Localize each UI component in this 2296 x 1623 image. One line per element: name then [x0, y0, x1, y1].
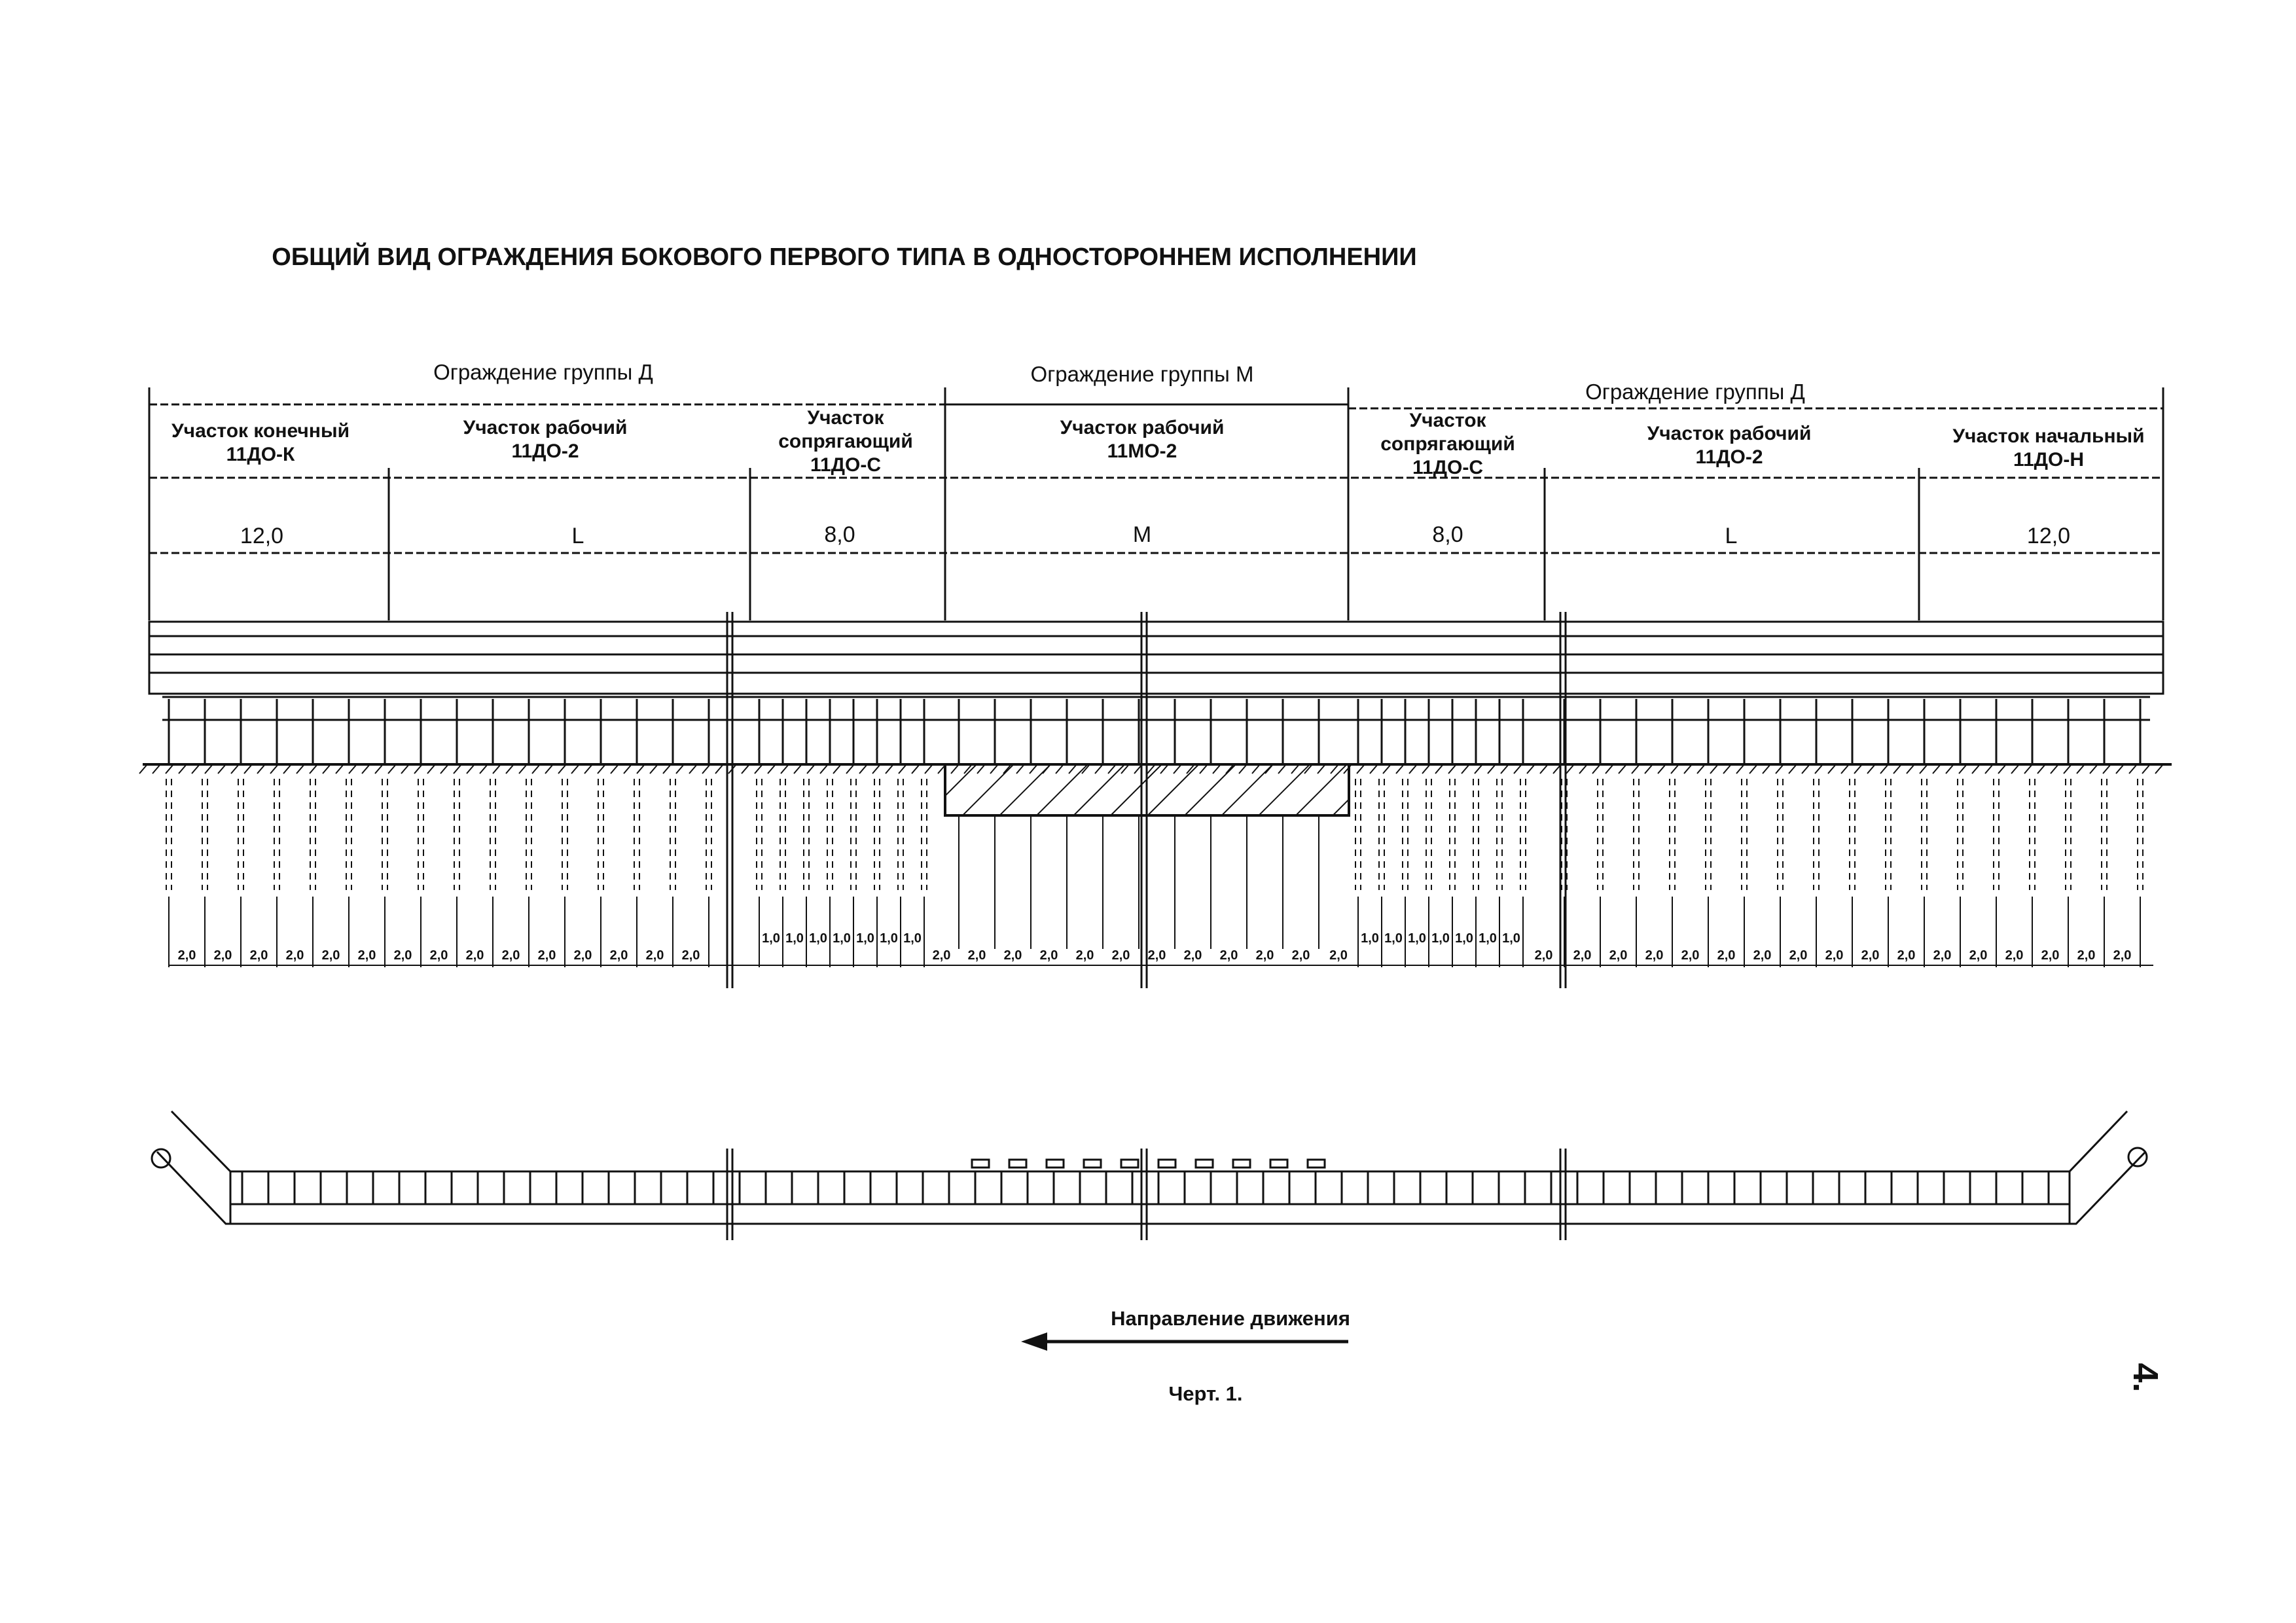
spacing-label: 2,0 [609, 948, 628, 963]
page-number: 4. [2126, 1363, 2165, 1393]
ground-tick [1723, 764, 1731, 774]
ground-tick [1514, 764, 1522, 774]
ground-tick [1972, 764, 1980, 774]
ground-tick [493, 764, 501, 774]
section-3-length: 8,0 [824, 522, 855, 547]
ground-tick [637, 764, 645, 774]
spacing-label: 2,0 [249, 948, 268, 963]
ground-tick [2090, 764, 2098, 774]
plan-block [1270, 1160, 1287, 1168]
ground-tick [1710, 764, 1718, 774]
ground-tick [794, 764, 802, 774]
ground-tick [231, 764, 239, 774]
plan-anchor-right [2128, 1148, 2147, 1166]
spacing-label: 2,0 [573, 948, 592, 963]
hatched-zone [945, 764, 1349, 815]
ground-tick [1357, 764, 1365, 774]
ground-tick [1998, 764, 2006, 774]
ground-tick [1736, 764, 1744, 774]
ground-tick [1422, 764, 1430, 774]
spacing-label: 1,0 [1502, 931, 1520, 946]
ground-tick [1697, 764, 1705, 774]
plan-block [1009, 1160, 1026, 1168]
ground-tick [414, 764, 422, 774]
ground-tick [1475, 764, 1482, 774]
spacing-label: 2,0 [2077, 948, 2096, 963]
ground-tick [2155, 764, 2163, 774]
ground-tick [571, 764, 579, 774]
ground-tick [611, 764, 619, 774]
ground-tick [270, 764, 278, 774]
spacing-label: 1,0 [785, 931, 804, 946]
section-4-code: 11МО-2 [1107, 440, 1177, 462]
spacing-label: 2,0 [1573, 948, 1592, 963]
ground-tick [2116, 764, 2124, 774]
ground-tick [349, 764, 357, 774]
spacing-label: 2,0 [285, 948, 304, 963]
ground-tick [1985, 764, 1993, 774]
ground-tick [152, 764, 160, 774]
ground-tick [584, 764, 592, 774]
ground-tick [1907, 764, 1914, 774]
spacing-label: 2,0 [1789, 948, 1808, 963]
ground-tick [2103, 764, 2111, 774]
ground-tick [192, 764, 200, 774]
plan-block [1233, 1160, 1250, 1168]
section-5-name-line2: сопрягающий [1380, 433, 1515, 455]
ground-tick [755, 764, 762, 774]
spacing-label: 1,0 [833, 931, 851, 946]
ground-tick [1527, 764, 1535, 774]
figure-caption: Черт. 1. [1168, 1382, 1243, 1405]
ground-tick [519, 764, 527, 774]
spacing-label: 2,0 [537, 948, 556, 963]
spacing-label: 2,0 [1183, 948, 1202, 963]
ground-tick [467, 764, 475, 774]
ground-tick [1867, 764, 1875, 774]
spacing-label: 2,0 [967, 948, 986, 963]
spacing-label: 2,0 [932, 948, 951, 963]
section-2-length: L [571, 524, 584, 548]
ground-tick [2064, 764, 2072, 774]
section-7-name: Участок начальный [1952, 425, 2145, 447]
plan-block [972, 1160, 989, 1168]
plan-block [1084, 1160, 1101, 1168]
ground-tick [624, 764, 632, 774]
spacing-label: 2,0 [1534, 948, 1553, 963]
spacing-label: 2,0 [213, 948, 232, 963]
spacing-label: 2,0 [1753, 948, 1772, 963]
ground-tick [2142, 764, 2150, 774]
ground-tick [1645, 764, 1653, 774]
section-1-name: Участок конечный [171, 420, 350, 442]
spacing-label: 2,0 [1861, 948, 1880, 963]
ground-tick [480, 764, 488, 774]
section-2-code: 11ДО-2 [511, 440, 579, 462]
ground-tick [218, 764, 226, 774]
ground-tick [1488, 764, 1496, 774]
ground-tick [440, 764, 448, 774]
spacing-label: 2,0 [465, 948, 484, 963]
section-4-length: M [1132, 522, 1152, 547]
spacing-label: 1,0 [1455, 931, 1473, 946]
ground-tick [506, 764, 514, 774]
ground-tick [2077, 764, 2085, 774]
spacing-label: 2,0 [1897, 948, 1916, 963]
ground-tick [375, 764, 383, 774]
spacing-label: 2,0 [1609, 948, 1628, 963]
ground-tick [1435, 764, 1443, 774]
ground-tick [1880, 764, 1888, 774]
ground-tick [2011, 764, 2019, 774]
ground-tick [1566, 764, 1574, 774]
ground-tick [912, 764, 920, 774]
spacing-label: 2,0 [645, 948, 664, 963]
ground-tick [2051, 764, 2058, 774]
spacing-label: 2,0 [1329, 948, 1348, 963]
spacing-label: 1,0 [1384, 931, 1403, 946]
section-5-code: 11ДО-С [1412, 457, 1484, 478]
spacing-label: 2,0 [393, 948, 412, 963]
ground-tick [689, 764, 697, 774]
spacing-label: 2,0 [1039, 948, 1058, 963]
ground-tick [1893, 764, 1901, 774]
ground-tick [598, 764, 605, 774]
ground-tick [323, 764, 331, 774]
ground-tick [1501, 764, 1509, 774]
ground-tick [742, 764, 749, 774]
ground-tick [1749, 764, 1757, 774]
ground-tick [257, 764, 265, 774]
ground-tick [859, 764, 867, 774]
ground-tick [401, 764, 409, 774]
spacing-label: 2,0 [501, 948, 520, 963]
spacing-label: 2,0 [2005, 948, 2024, 963]
section-6-code: 11ДО-2 [1695, 446, 1763, 468]
ground-tick [296, 764, 304, 774]
plan-block [1158, 1160, 1175, 1168]
section-5-name-line1: Участок [1409, 410, 1486, 431]
spacing-label: 1,0 [856, 931, 874, 946]
section-6-length: L [1725, 524, 1738, 548]
spacing-label: 2,0 [1219, 948, 1238, 963]
ground-tick [1815, 764, 1823, 774]
spacing-label: 2,0 [1255, 948, 1274, 963]
ground-tick [702, 764, 710, 774]
plan-bottom-edge [157, 1152, 2145, 1224]
ground-tick [715, 764, 723, 774]
rail-plan-view [152, 1111, 2147, 1240]
ground-tick [1959, 764, 1967, 774]
spacing-label: 1,0 [903, 931, 922, 946]
spacing-label: 2,0 [1075, 948, 1094, 963]
ground-tick [925, 764, 933, 774]
group-label-d-left: Ограждение группы Д [433, 360, 653, 384]
spacing-label: 2,0 [1111, 948, 1130, 963]
spacing-label: 1,0 [1361, 931, 1379, 946]
direction-label: Направление движения [1111, 1307, 1350, 1330]
ground-tick [1933, 764, 1941, 774]
ground-tick [781, 764, 789, 774]
section-3-name-line1: Участок [807, 407, 884, 429]
ground-tick [663, 764, 671, 774]
ground-tick [1619, 764, 1626, 774]
ground-tick [872, 764, 880, 774]
ground-tick [1409, 764, 1417, 774]
ground-tick [454, 764, 461, 774]
ground-tick [1671, 764, 1679, 774]
ground-tick [1828, 764, 1836, 774]
plan-block [1196, 1160, 1213, 1168]
ground-tick [427, 764, 435, 774]
section-6-name: Участок рабочий [1647, 423, 1812, 444]
ground-tick [336, 764, 344, 774]
ground-tick [139, 764, 147, 774]
section-3-name-line2: сопрягающий [778, 431, 913, 452]
ground-tick [1789, 764, 1797, 774]
ground-tick [820, 764, 828, 774]
ground-tick [388, 764, 396, 774]
section-3-code: 11ДО-С [810, 454, 882, 476]
plan-block [1121, 1160, 1138, 1168]
ground-tick [244, 764, 252, 774]
ground-tick [899, 764, 906, 774]
ground-tick [1684, 764, 1692, 774]
plan-top-edge [171, 1111, 2127, 1171]
section-2-name: Участок рабочий [463, 417, 628, 438]
ground-tick [205, 764, 213, 774]
ground-tick [886, 764, 893, 774]
spacing-label: 2,0 [1003, 948, 1022, 963]
ground-tick [1776, 764, 1784, 774]
spacing-label: 2,0 [429, 948, 448, 963]
ground-tick [1802, 764, 1810, 774]
ground-tick [768, 764, 776, 774]
ground-tick [1841, 764, 1849, 774]
ground-tick [1579, 764, 1587, 774]
ground-tick [558, 764, 566, 774]
drawing-title: ОБЩИЙ ВИД ОГРАЖДЕНИЯ БОКОВОГО ПЕРВОГО ТИПА В ОДНОСТОРОННЕМ ИСПОЛНЕНИИ [272, 243, 1417, 271]
ground-tick [1763, 764, 1770, 774]
ground-tick [846, 764, 854, 774]
direction-arrow [1021, 1332, 1348, 1351]
ground-tick [1632, 764, 1640, 774]
ground-tick [807, 764, 815, 774]
spacing-label: 2,0 [1681, 948, 1700, 963]
spacing-label: 2,0 [177, 948, 196, 963]
group-label-d-right: Ограждение группы Д [1585, 380, 1805, 404]
ground-tick [1448, 764, 1456, 774]
plan-block [1308, 1160, 1325, 1168]
ground-tick [1396, 764, 1404, 774]
ground-tick [545, 764, 553, 774]
ground-tick [532, 764, 540, 774]
ground-tick [166, 764, 173, 774]
ground-tick [310, 764, 317, 774]
ground-tick [833, 764, 841, 774]
ground-tick [2024, 764, 2032, 774]
ground-tick [179, 764, 187, 774]
spacing-label: 1,0 [1408, 931, 1426, 946]
section-7-length: 12,0 [2026, 524, 2071, 548]
ground-tick [1383, 764, 1391, 774]
spacing-label: 2,0 [321, 948, 340, 963]
beam-outline [149, 622, 2163, 694]
spacing-label: 2,0 [681, 948, 700, 963]
spacing-label: 1,0 [1479, 931, 1497, 946]
ground-tick [362, 764, 370, 774]
ground-tick [1605, 764, 1613, 774]
spacing-label: 1,0 [1431, 931, 1450, 946]
spacing-label: 2,0 [1147, 948, 1166, 963]
spacing-label: 2,0 [1645, 948, 1664, 963]
section-1-code: 11ДО-К [226, 444, 295, 465]
spacing-label: 2,0 [1825, 948, 1844, 963]
post-spacing-labels [178, 931, 2132, 963]
ground-tick [2037, 764, 2045, 774]
spacing-label: 2,0 [1291, 948, 1310, 963]
section-4-name: Участок рабочий [1060, 417, 1225, 438]
plan-anchor-left [152, 1149, 170, 1168]
section-7-code: 11ДО-Н [2013, 449, 2085, 471]
ground-tick [1658, 764, 1666, 774]
ground-tick [283, 764, 291, 774]
spacing-label: 2,0 [1969, 948, 1988, 963]
group-label-m: Ограждение группы М [1030, 362, 1254, 386]
spacing-label: 2,0 [1933, 948, 1952, 963]
spacing-label: 1,0 [880, 931, 898, 946]
spacing-label: 2,0 [1717, 948, 1736, 963]
ground-tick [1462, 764, 1469, 774]
spacing-label: 2,0 [2113, 948, 2132, 963]
ground-tick [1540, 764, 1548, 774]
ground-tick [650, 764, 658, 774]
ground-tick [1946, 764, 1954, 774]
spacing-label: 2,0 [2041, 948, 2060, 963]
ground-tick [2129, 764, 2137, 774]
ground-tick [1920, 764, 1928, 774]
section-5-length: 8,0 [1432, 522, 1463, 547]
ground-tick [1592, 764, 1600, 774]
spacing-label: 1,0 [762, 931, 780, 946]
spacing-label: 1,0 [809, 931, 827, 946]
ground-tick [676, 764, 684, 774]
ground-tick [1854, 764, 1862, 774]
plan-block [1047, 1160, 1064, 1168]
ground-tick [1370, 764, 1378, 774]
section-1-length: 12,0 [240, 524, 284, 548]
spacing-label: 2,0 [357, 948, 376, 963]
